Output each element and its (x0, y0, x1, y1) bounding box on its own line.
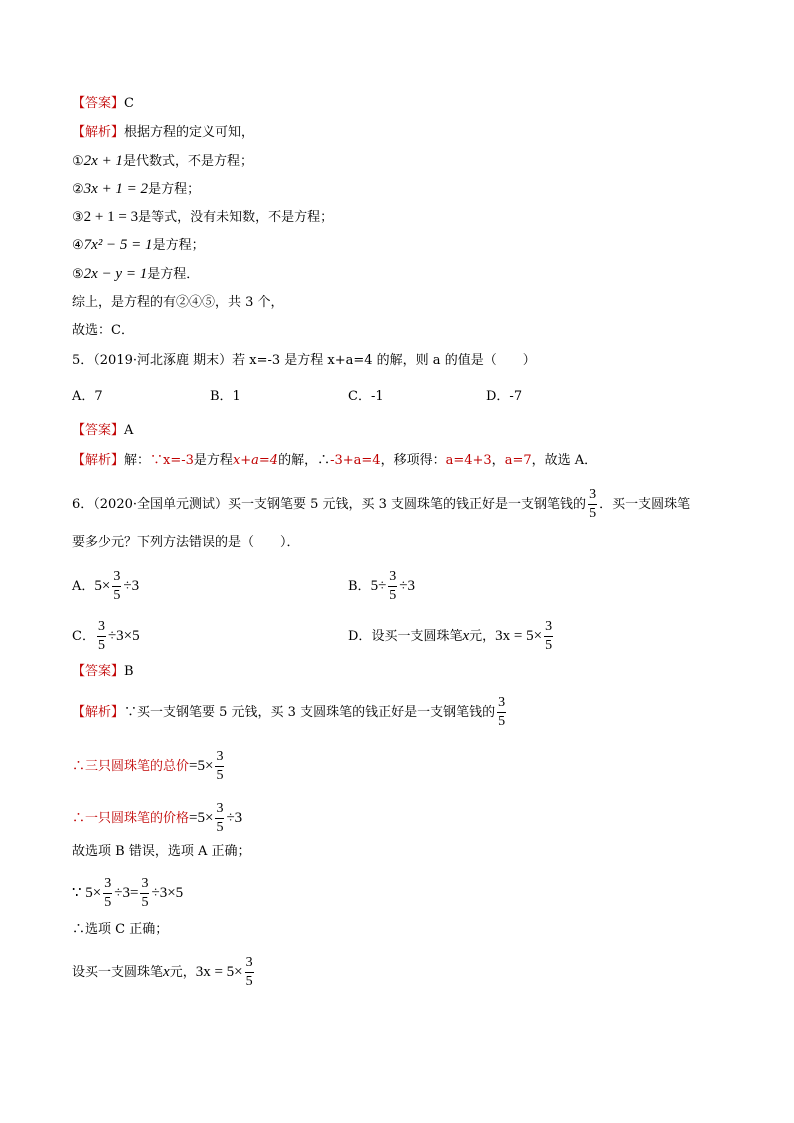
fraction-numerator: 3 (113, 569, 121, 584)
fraction-numerator: 3 (245, 955, 253, 970)
item-text: 是方程； (148, 182, 201, 197)
fraction-bar (112, 586, 121, 587)
option-variable: x (462, 628, 470, 644)
option-label: D． (348, 629, 372, 644)
analysis-highlight: a=4+3 (445, 453, 492, 468)
q6-answer-line (72, 662, 134, 682)
fraction-denominator: 5 (113, 588, 121, 603)
item-number: ④ (72, 238, 84, 253)
option-expr: ÷3 (123, 578, 140, 594)
analysis-text: 元， (169, 965, 196, 980)
option-expr: ÷3 (399, 578, 416, 594)
analysis-label: 【解析】 (72, 125, 125, 140)
fraction-bar (215, 818, 224, 819)
stem-text: 6．（2020·全国单元测试）买一支钢笔要 5 元钱，买 3 支圆珠笔的钱正好是一支钢笔钱的 (72, 497, 587, 512)
fraction (388, 570, 397, 603)
fraction (103, 877, 112, 910)
analysis-text: 是方程 (193, 453, 233, 468)
q4-item-3 (72, 207, 333, 228)
fraction-bar (215, 766, 224, 767)
fraction-numerator: 3 (545, 619, 553, 634)
answer-label: 【答案】 (72, 664, 125, 679)
analysis-variable: x (163, 964, 170, 980)
fraction-numerator: 3 (389, 569, 397, 584)
q5-answer-line (72, 421, 133, 441)
option-label: A． (72, 579, 95, 594)
item-expression: 2 + 1 = 3 (83, 209, 139, 225)
analysis-highlight: -3+a=4 (330, 453, 381, 468)
fraction-numerator: 3 (498, 695, 506, 710)
item-text: 是方程； (152, 238, 205, 253)
q6-analysis-line7 (72, 956, 256, 989)
q6-analysis-line2 (72, 750, 226, 783)
fraction-bar (497, 712, 506, 713)
option-expr: ÷3×5 (107, 628, 140, 644)
q4-item-5 (72, 264, 199, 285)
fraction-denominator: 5 (389, 588, 397, 603)
item-number: ⑤ (72, 267, 84, 282)
q6-option-c (72, 620, 140, 653)
fraction-bar (97, 636, 106, 637)
q6-analysis-line6: ∴选项 C 正确； (72, 922, 169, 937)
fraction-numerator: 3 (216, 801, 224, 816)
item-text: 是等式，没有未知数，不是方程； (138, 210, 334, 225)
item-expression: 7x² − 5 = 1 (83, 237, 153, 253)
q6-analysis-line4: 故选项 B 错误，选项 A 正确； (72, 844, 251, 859)
q6-option-d (348, 620, 555, 653)
item-expression: 2x − y = 1 (83, 266, 148, 282)
item-text: 是方程． (147, 267, 200, 282)
q4-summary: 综上，是方程的有②④⑤，共 3 个， (72, 295, 284, 310)
fraction (245, 956, 254, 989)
q5-analysis-line (72, 451, 597, 471)
q5-answer: A (124, 423, 134, 438)
analysis-label: 【解析】 (72, 705, 125, 720)
q4-answer-line (72, 94, 134, 114)
analysis-highlight: x+a=4 (232, 453, 279, 468)
item-number: ② (72, 182, 84, 197)
analysis-prefix: 解： (124, 453, 151, 468)
analysis-text: ， (491, 453, 505, 468)
analysis-text: ∵买一支钢笔要 5 元钱，买 3 支圆珠笔的钱正好是一支钢笔钱的 (124, 705, 496, 720)
analysis-text: 设买一支圆珠笔 (72, 965, 164, 980)
analysis-highlight: ∴三只圆珠笔的总价 (72, 759, 190, 774)
q6-analysis-line3 (72, 802, 242, 835)
option-text: 设买一支圆珠笔 (371, 629, 463, 644)
option-expr: 5× (94, 578, 111, 594)
analysis-highlight: a=7 (504, 453, 532, 468)
fraction (215, 802, 224, 835)
option-expr: 3x = 5× (495, 628, 543, 644)
option-text: 元， (469, 629, 496, 644)
fraction-denominator: 5 (245, 974, 253, 989)
item-number: ① (72, 154, 84, 169)
q4-choose: 故选：C． (72, 323, 134, 338)
q4-item-2 (72, 179, 200, 200)
fraction-bar (388, 586, 397, 587)
analysis-expr: 3x = 5× (195, 964, 243, 980)
analysis-text: ，故选 A． (531, 453, 598, 468)
q6-option-a (72, 570, 139, 603)
analysis-text: 的解，∴ (278, 453, 331, 468)
q6-option-b (348, 570, 415, 603)
q6-stem-line2: 要多少元？下列方法错误的是（ ）． (72, 535, 300, 550)
answer-label: 【答案】 (72, 423, 125, 438)
answer-label: 【答案】 (72, 96, 125, 111)
q5-option-a: A．7 (72, 389, 103, 404)
analysis-expr: ∵ 5× (72, 885, 102, 901)
fraction-bar (245, 972, 254, 973)
fraction-numerator: 3 (104, 876, 112, 891)
fraction-denominator: 5 (545, 638, 553, 653)
q4-item-4 (72, 235, 205, 256)
fraction-numerator: 3 (216, 749, 224, 764)
fraction (112, 570, 121, 603)
item-expression: 2x + 1 (83, 153, 123, 169)
fraction-denominator: 5 (104, 895, 112, 910)
analysis-highlight: ∵x=-3 (150, 453, 194, 468)
option-label: B． (348, 579, 371, 594)
fraction-denominator: 5 (97, 638, 105, 653)
q6-analysis-line5 (72, 877, 183, 910)
analysis-expr: ÷3= (114, 885, 139, 901)
fraction-numerator: 3 (589, 487, 597, 502)
analysis-highlight: ∴一只圆珠笔的价格 (72, 811, 190, 826)
fraction (544, 620, 553, 653)
analysis-label: 【解析】 (72, 453, 125, 468)
item-number: ③ (72, 210, 84, 225)
fraction-bar (588, 504, 597, 505)
q4-answer: C (124, 96, 134, 111)
analysis-text: ，移项得： (380, 453, 446, 468)
analysis-expr: ÷3×5 (151, 885, 184, 901)
q4-analysis-line (72, 123, 254, 143)
q6-answer: B (124, 664, 134, 679)
q4-analysis-intro: 根据方程的定义可知， (124, 125, 255, 140)
analysis-expr: =5× (189, 810, 214, 826)
stem-text: ．买一支圆珠笔 (599, 497, 691, 512)
q5-option-b: B．1 (210, 389, 241, 404)
item-expression: 3x + 1 = 2 (83, 181, 149, 197)
fraction-numerator: 3 (97, 619, 105, 634)
q5-option-d: D．-7 (486, 389, 523, 404)
fraction (140, 877, 149, 910)
option-expr: 5÷ (370, 578, 387, 594)
fraction-numerator: 3 (141, 876, 149, 891)
fraction-denominator: 5 (216, 820, 224, 835)
item-text: 是代数式，不是方程； (122, 154, 253, 169)
q5-stem: 5．（2019·河北涿鹿 期末）若 x=-3 是方程 x+a=4 的解，则 a 的值是（ ） (72, 353, 536, 368)
analysis-expr: =5× (189, 758, 214, 774)
fraction-denominator: 5 (141, 895, 149, 910)
fraction-denominator: 5 (498, 714, 506, 729)
q6-analysis-line1 (72, 696, 508, 729)
option-label: C． (72, 629, 95, 644)
fraction (588, 488, 597, 521)
fraction-bar (544, 636, 553, 637)
fraction-bar (140, 893, 149, 894)
fraction (97, 620, 106, 653)
fraction (497, 696, 506, 729)
fraction (215, 750, 224, 783)
q4-item-1 (72, 151, 253, 172)
fraction-bar (103, 893, 112, 894)
q5-option-c: C．-1 (348, 389, 384, 404)
q6-stem-line1 (72, 488, 690, 521)
fraction-denominator: 5 (216, 768, 224, 783)
fraction-denominator: 5 (589, 506, 597, 521)
analysis-expr: ÷3 (226, 810, 243, 826)
